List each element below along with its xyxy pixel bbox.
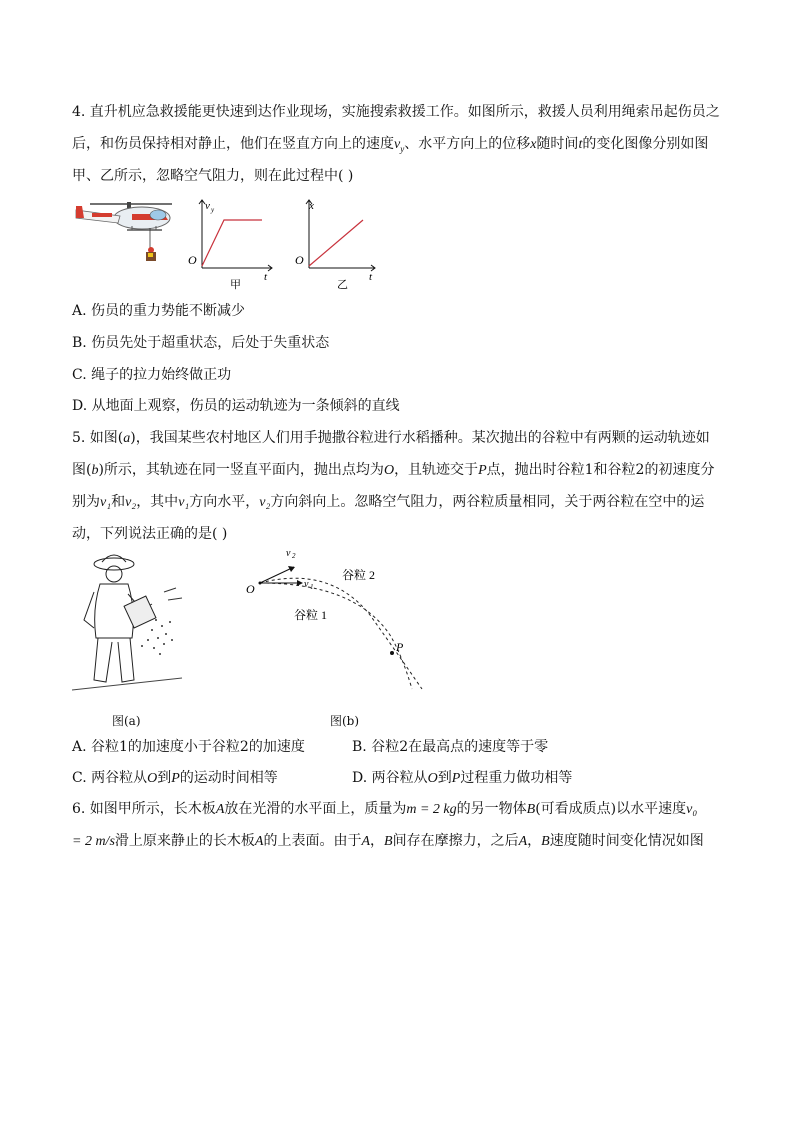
graph-jia [186, 196, 276, 291]
q4-line-2: 后，和伤员保持相对静止，他们在竖直方向上的速度$v_y$、水平方向上的位移x随时间t的变化图像分别如图 [72, 136, 709, 154]
q4-option-d: D. 从地面上观察，伤员的运动轨迹为一条倾斜的直线 [72, 398, 400, 414]
graph-yi-ylabel: x [309, 200, 314, 212]
graph-jia-ylabel-sub: y [211, 206, 215, 214]
figure-b-trajectories [240, 545, 440, 695]
figure-a-farmer-sowing [72, 550, 192, 700]
graph-jia-origin: O [188, 253, 197, 267]
figure-b-point-p: P [396, 640, 404, 654]
graph-yi [293, 196, 383, 291]
graph-yi-xlabel: t [369, 271, 373, 283]
graph-yi-origin: O [295, 253, 304, 267]
q5-option-b: B. 谷粒2在最高点的速度等于零 [352, 739, 549, 755]
q4-line-3: 甲、乙所示，忽略空气阻力，则在此过程中( ) [72, 168, 354, 184]
q4-line-1: 4. 直升机应急救援能更快速到达作业现场，实施搜索救援工作。如图所示，救援人员利用绳索吊起伤员之 [72, 104, 720, 120]
q5-line-1: 5. 如图(a)，我国某些农村地区人们用手抛撒谷粒进行水稻播种。某次抛出的谷粒中有两颗的运动轨迹如 [72, 430, 710, 446]
helicopter-illustration [72, 196, 182, 266]
q5-option-a: A. 谷粒1的加速度小于谷粒2的加速度 [72, 739, 305, 755]
graph-jia-ylabel: v [205, 200, 210, 212]
q6-line-2: = 2 m/s滑上原来静止的长木板A的上表面。由于A，B间存在摩擦力，之后A，B速度随时间变化情况如图 [72, 833, 704, 849]
q5-option-c: C. 两谷粒从O到P的运动时间相等 [72, 770, 278, 786]
q4-option-c: C. 绳子的拉力始终做正功 [72, 367, 232, 383]
figure-b-caption: 图(b) [330, 714, 360, 728]
figure-b-v2: v [286, 548, 291, 559]
figure-b-origin: O [246, 582, 255, 596]
figure-b-v2-sub: 2 [292, 552, 296, 560]
q6-line-1: 6. 如图甲所示，长木板A放在光滑的水平面上，质量为m = 2 kg的另一物体B(可看成质点)以水平速度v₀ [72, 801, 698, 817]
q4-option-a: A. 伤员的重力势能不断减少 [72, 303, 246, 319]
figure-b-grain1-label: 谷粒 1 [294, 608, 328, 622]
figure-b-v1-sub: 1 [310, 583, 314, 591]
q5-line-4: 动，下列说法正确的是( ) [72, 526, 228, 542]
graph-jia-caption: 甲 [230, 279, 241, 291]
q5-line-2: 图(b)所示，其轨迹在同一竖直平面内，抛出点均为O，且轨迹交于P点，抛出时谷粒1和谷粒2的初速度分 [72, 462, 715, 478]
graph-jia-xlabel: t [264, 271, 268, 283]
graph-yi-caption: 乙 [337, 279, 348, 291]
q5-option-d: D. 两谷粒从O到P过程重力做功相等 [352, 770, 573, 786]
q4-option-b: B. 伤员先处于超重状态，后处于失重状态 [72, 335, 330, 351]
figure-b-grain2-label: 谷粒 2 [342, 568, 376, 582]
figure-a-caption: 图(a) [112, 714, 141, 728]
q5-line-3: 别为v₁和v₂，其中v₁方向水平，v₂方向斜向上。忽略空气阻力，两谷粒质量相同，关于两谷粒在空中的运 [72, 494, 705, 510]
figure-b-v1: v [304, 579, 309, 590]
